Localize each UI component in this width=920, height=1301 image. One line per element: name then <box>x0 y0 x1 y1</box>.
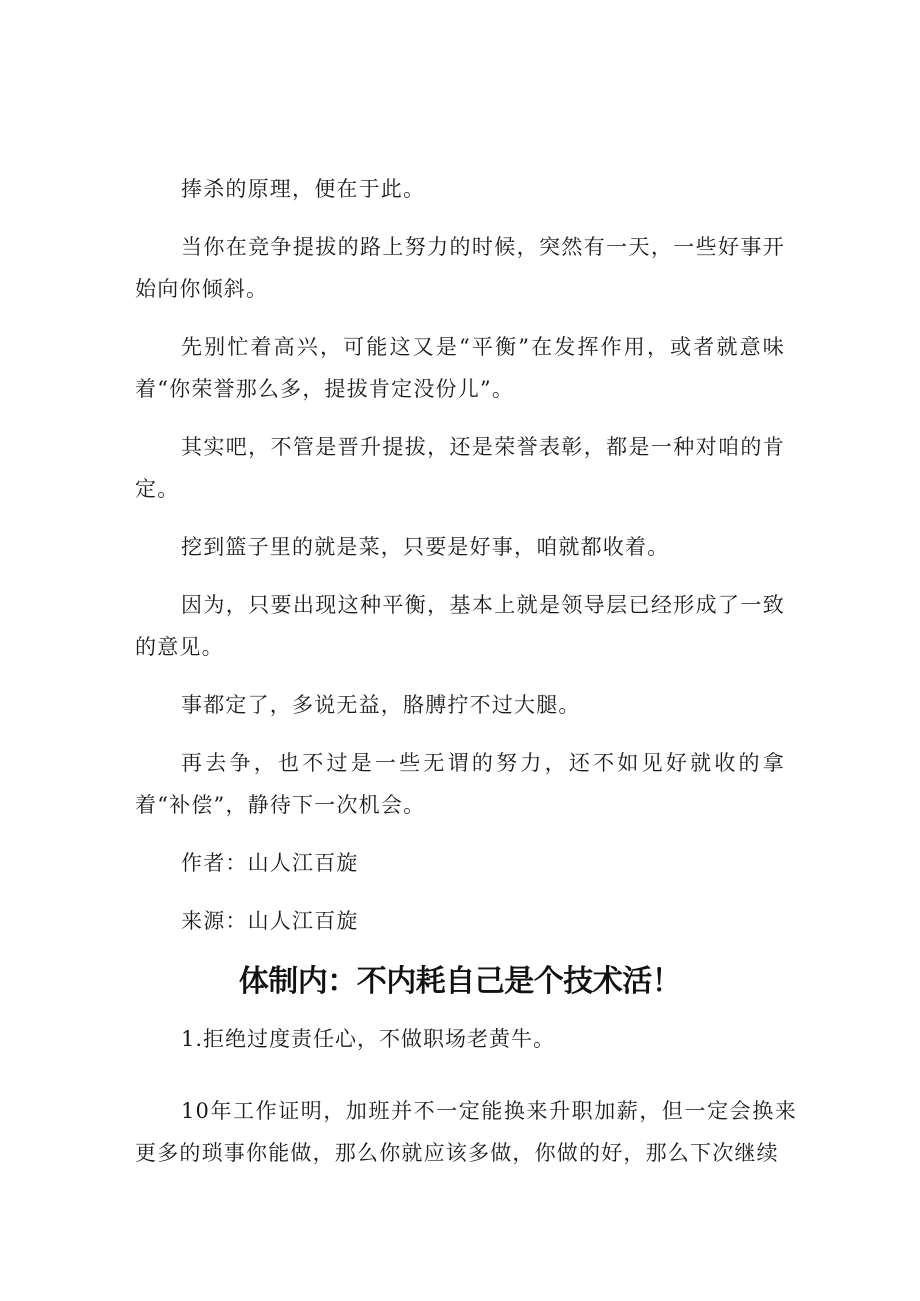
paragraph: 挖到篮子里的就是菜，只要是好事，咱就都收着。 <box>181 535 670 559</box>
paragraph: 先别忙着高兴，可能这又是“平衡”在发挥作用，或者就意味着“你荣誉那么多，提拔肯定没份儿”。 <box>135 335 785 401</box>
document-body <box>135 168 797 1174</box>
paragraph: 因为，只要出现这种平衡，基本上就是领导层已经形成了一致的意见。 <box>135 593 785 659</box>
paragraph: 当你在竞争提拔的路上努力的时候，突然有一天，一些好事开始向你倾斜。 <box>135 235 785 301</box>
section-body: 10年工作证明，加班并不一定能换来升职加薪，但一定会换来更多的琐事你能做，那么你就应该多做，你做的好，那么下次继续 <box>135 1099 797 1165</box>
section-title: 1.拒绝过度责任心，不做职场老黄牛。 <box>181 1027 556 1051</box>
article-title: 体制内：不内耗自己是个技术活！ <box>238 964 682 999</box>
paragraph: 再去争，也不过是一些无谓的努力，还不如见好就收的拿着“补偿”，静待下一次机会。 <box>135 751 785 817</box>
author-line: 作者：山人江百旋 <box>181 851 359 875</box>
paragraph: 捧杀的原理，便在于此。 <box>181 177 426 201</box>
paragraph: 事都定了，多说无益，胳膊拧不过大腿。 <box>181 693 581 717</box>
paragraph: 其实吧，不管是晋升提拔，还是荣誉表彰，都是一种对咱的肯定。 <box>135 435 785 501</box>
source-line: 来源：山人江百旋 <box>181 909 359 933</box>
